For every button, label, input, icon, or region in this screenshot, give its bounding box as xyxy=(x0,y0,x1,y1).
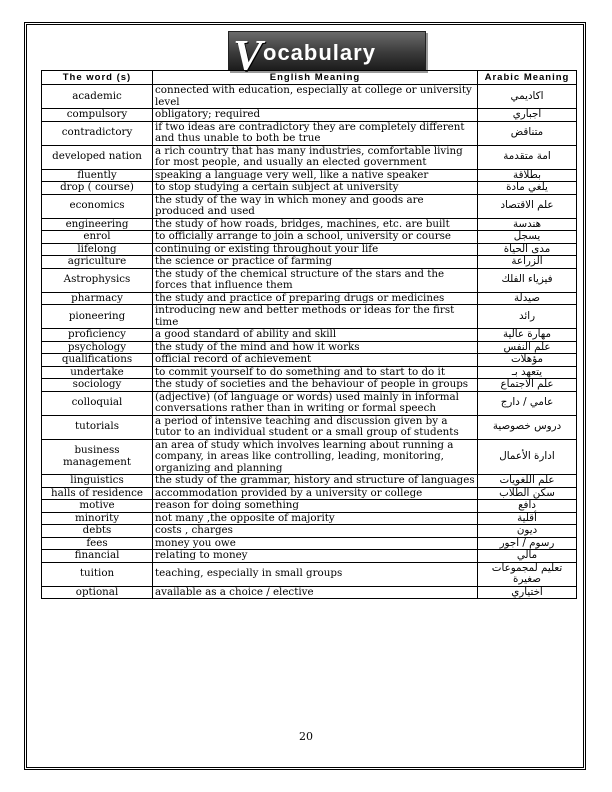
vocabulary-rows xyxy=(42,85,577,599)
word-cell: sociology xyxy=(42,379,153,392)
table-row xyxy=(42,169,577,182)
english-meaning-cell: if two ideas are contradictory they are completely different and thus unable to both be true xyxy=(153,121,478,145)
table-row xyxy=(42,329,577,342)
english-meaning-cell: costs , charges xyxy=(153,525,478,538)
english-meaning-cell: official record of achievement xyxy=(153,354,478,367)
word-cell: academic xyxy=(42,85,153,109)
table-row xyxy=(42,182,577,195)
arabic-meaning-cell: مالي xyxy=(478,550,577,563)
arabic-meaning-cell: هندسة xyxy=(478,218,577,231)
word-cell: agriculture xyxy=(42,256,153,269)
word-cell: tuition xyxy=(42,562,153,586)
table-row xyxy=(42,243,577,256)
english-meaning-cell: the study of how roads, bridges, machines, etc. are built xyxy=(153,218,478,231)
english-meaning-cell: teaching, especially in small groups xyxy=(153,562,478,586)
arabic-meaning-cell: مؤهلات xyxy=(478,354,577,367)
table-row xyxy=(42,439,577,475)
arabic-meaning-cell: علم اللغويات xyxy=(478,475,577,488)
arabic-meaning-cell: عامي / دارج xyxy=(478,391,577,415)
word-cell: Astrophysics xyxy=(42,268,153,292)
english-meaning-cell: to commit yourself to do something and to start to do it xyxy=(153,366,478,379)
arabic-meaning-cell: يتعهد بـ xyxy=(478,366,577,379)
arabic-meaning-cell: علم النفس xyxy=(478,341,577,354)
arabic-meaning-cell: سكن الطلاب xyxy=(478,487,577,500)
english-meaning-cell: the study of the grammar, history and structure of languages xyxy=(153,475,478,488)
table-row xyxy=(42,475,577,488)
word-cell: lifelong xyxy=(42,243,153,256)
table-row xyxy=(42,85,577,109)
english-meaning-cell: not many ,the opposite of majority xyxy=(153,512,478,525)
english-meaning-cell: the study of the way in which money and goods are produced and used xyxy=(153,194,478,218)
arabic-meaning-cell: علم الاقتصاد xyxy=(478,194,577,218)
arabic-meaning-cell: صيدلة xyxy=(478,292,577,305)
word-cell: engineering xyxy=(42,218,153,231)
arabic-meaning-cell: يلغي مادة xyxy=(478,182,577,195)
arabic-meaning-cell: ديون xyxy=(478,525,577,538)
table-row xyxy=(42,525,577,538)
column-header-word: The word (s) xyxy=(42,71,153,85)
arabic-meaning-cell: مدى الحياة xyxy=(478,243,577,256)
english-meaning-cell: relating to money xyxy=(153,550,478,563)
english-meaning-cell: a rich country that has many industries, comfortable living for most people, and usually an elected government xyxy=(153,145,478,169)
arabic-meaning-cell: متناقض xyxy=(478,121,577,145)
english-meaning-cell: money you owe xyxy=(153,537,478,550)
table-row xyxy=(42,268,577,292)
table-row xyxy=(42,341,577,354)
table-row xyxy=(42,354,577,367)
word-cell: proficiency xyxy=(42,329,153,342)
table-row xyxy=(42,500,577,513)
word-cell: fees xyxy=(42,537,153,550)
word-cell: contradictory xyxy=(42,121,153,145)
english-meaning-cell: the study and practice of preparing drugs or medicines xyxy=(153,292,478,305)
table-row xyxy=(42,121,577,145)
table-row xyxy=(42,305,577,329)
arabic-meaning-cell: مهارة عالية xyxy=(478,329,577,342)
table-row xyxy=(42,415,577,439)
table-row xyxy=(42,512,577,525)
table-row xyxy=(42,218,577,231)
english-meaning-cell: speaking a language very well, like a native speaker xyxy=(153,169,478,182)
arabic-meaning-cell: دروس خصوصية xyxy=(478,415,577,439)
table-row xyxy=(42,109,577,122)
table-row xyxy=(42,550,577,563)
arabic-meaning-cell: رائد xyxy=(478,305,577,329)
table-row xyxy=(42,562,577,586)
english-meaning-cell: (adjective) (of language or words) used mainly in informal conversations rather than in writing or formal speech xyxy=(153,391,478,415)
arabic-meaning-cell: أقلية xyxy=(478,512,577,525)
word-cell: psychology xyxy=(42,341,153,354)
arabic-meaning-cell: اختياري xyxy=(478,586,577,599)
page-number: 20 xyxy=(299,730,313,743)
table-row xyxy=(42,537,577,550)
word-cell: qualifications xyxy=(42,354,153,367)
english-meaning-cell: the study of the chemical structure of the stars and the forces that influence them xyxy=(153,268,478,292)
word-cell: business management xyxy=(42,439,153,475)
table-row xyxy=(42,379,577,392)
arabic-meaning-cell: بطلاقة xyxy=(478,169,577,182)
english-meaning-cell: available as a choice / elective xyxy=(153,586,478,599)
english-meaning-cell: a period of intensive teaching and discussion given by a tutor to an individual student or a small group of students xyxy=(153,415,478,439)
word-cell: economics xyxy=(42,194,153,218)
word-cell: motive xyxy=(42,500,153,513)
logo-text: ocabulary xyxy=(263,40,376,65)
word-cell: optional xyxy=(42,586,153,599)
word-cell: linguistics xyxy=(42,475,153,488)
table-row xyxy=(42,586,577,599)
word-cell: tutorials xyxy=(42,415,153,439)
word-cell: undertake xyxy=(42,366,153,379)
arabic-meaning-cell: دافع xyxy=(478,500,577,513)
table-row xyxy=(42,391,577,415)
table-row xyxy=(42,145,577,169)
word-cell: drop ( course) xyxy=(42,182,153,195)
word-cell: pharmacy xyxy=(42,292,153,305)
column-header-arabic: Arabic Meaning xyxy=(478,71,577,85)
arabic-meaning-cell: امة متقدمة xyxy=(478,145,577,169)
arabic-meaning-cell: تعليم لمجموعات صغيرة xyxy=(478,562,577,586)
english-meaning-cell: to officially arrange to join a school, university or course xyxy=(153,231,478,244)
table-row xyxy=(42,256,577,269)
english-meaning-cell: an area of study which involves learning about running a company, in areas like controlling, leading, monitoring, organizing and planning xyxy=(153,439,478,475)
arabic-meaning-cell: ادارة الأعمال xyxy=(478,439,577,475)
word-cell: financial xyxy=(42,550,153,563)
english-meaning-cell: to stop studying a certain subject at university xyxy=(153,182,478,195)
vocabulary-table xyxy=(41,70,577,599)
english-meaning-cell: reason for doing something xyxy=(153,500,478,513)
english-meaning-cell: introducing new and better methods or ideas for the first time xyxy=(153,305,478,329)
table-row xyxy=(42,231,577,244)
table-row xyxy=(42,487,577,500)
arabic-meaning-cell: يسجل xyxy=(478,231,577,244)
word-cell: fluently xyxy=(42,169,153,182)
english-meaning-cell: accommodation provided by a university or college xyxy=(153,487,478,500)
table-header-row xyxy=(42,71,577,85)
word-cell: developed nation xyxy=(42,145,153,169)
arabic-meaning-cell: علم الاجتماع xyxy=(478,379,577,392)
arabic-meaning-cell: الزراعة xyxy=(478,256,577,269)
arabic-meaning-cell: فيزياء الفلك xyxy=(478,268,577,292)
english-meaning-cell: a good standard of ability and skill xyxy=(153,329,478,342)
arabic-meaning-cell: اجباري xyxy=(478,109,577,122)
english-meaning-cell: the study of societies and the behaviour of people in groups xyxy=(153,379,478,392)
english-meaning-cell: connected with education, especially at college or university level xyxy=(153,85,478,109)
english-meaning-cell: continuing or existing throughout your life xyxy=(153,243,478,256)
english-meaning-cell: the science or practice of farming xyxy=(153,256,478,269)
english-meaning-cell: obligatory; required xyxy=(153,109,478,122)
arabic-meaning-cell: اكاديمي xyxy=(478,85,577,109)
word-cell: pioneering xyxy=(42,305,153,329)
arabic-meaning-cell: رسوم / اجور xyxy=(478,537,577,550)
word-cell: minority xyxy=(42,512,153,525)
word-cell: debts xyxy=(42,525,153,538)
word-cell: colloquial xyxy=(42,391,153,415)
table-row xyxy=(42,366,577,379)
table-row xyxy=(42,292,577,305)
english-meaning-cell: the study of the mind and how it works xyxy=(153,341,478,354)
column-header-english: English Meaning xyxy=(153,71,478,85)
word-cell: enrol xyxy=(42,231,153,244)
table-row xyxy=(42,194,577,218)
logo-initial: V xyxy=(233,31,263,80)
word-cell: compulsory xyxy=(42,109,153,122)
word-cell: halls of residence xyxy=(42,487,153,500)
